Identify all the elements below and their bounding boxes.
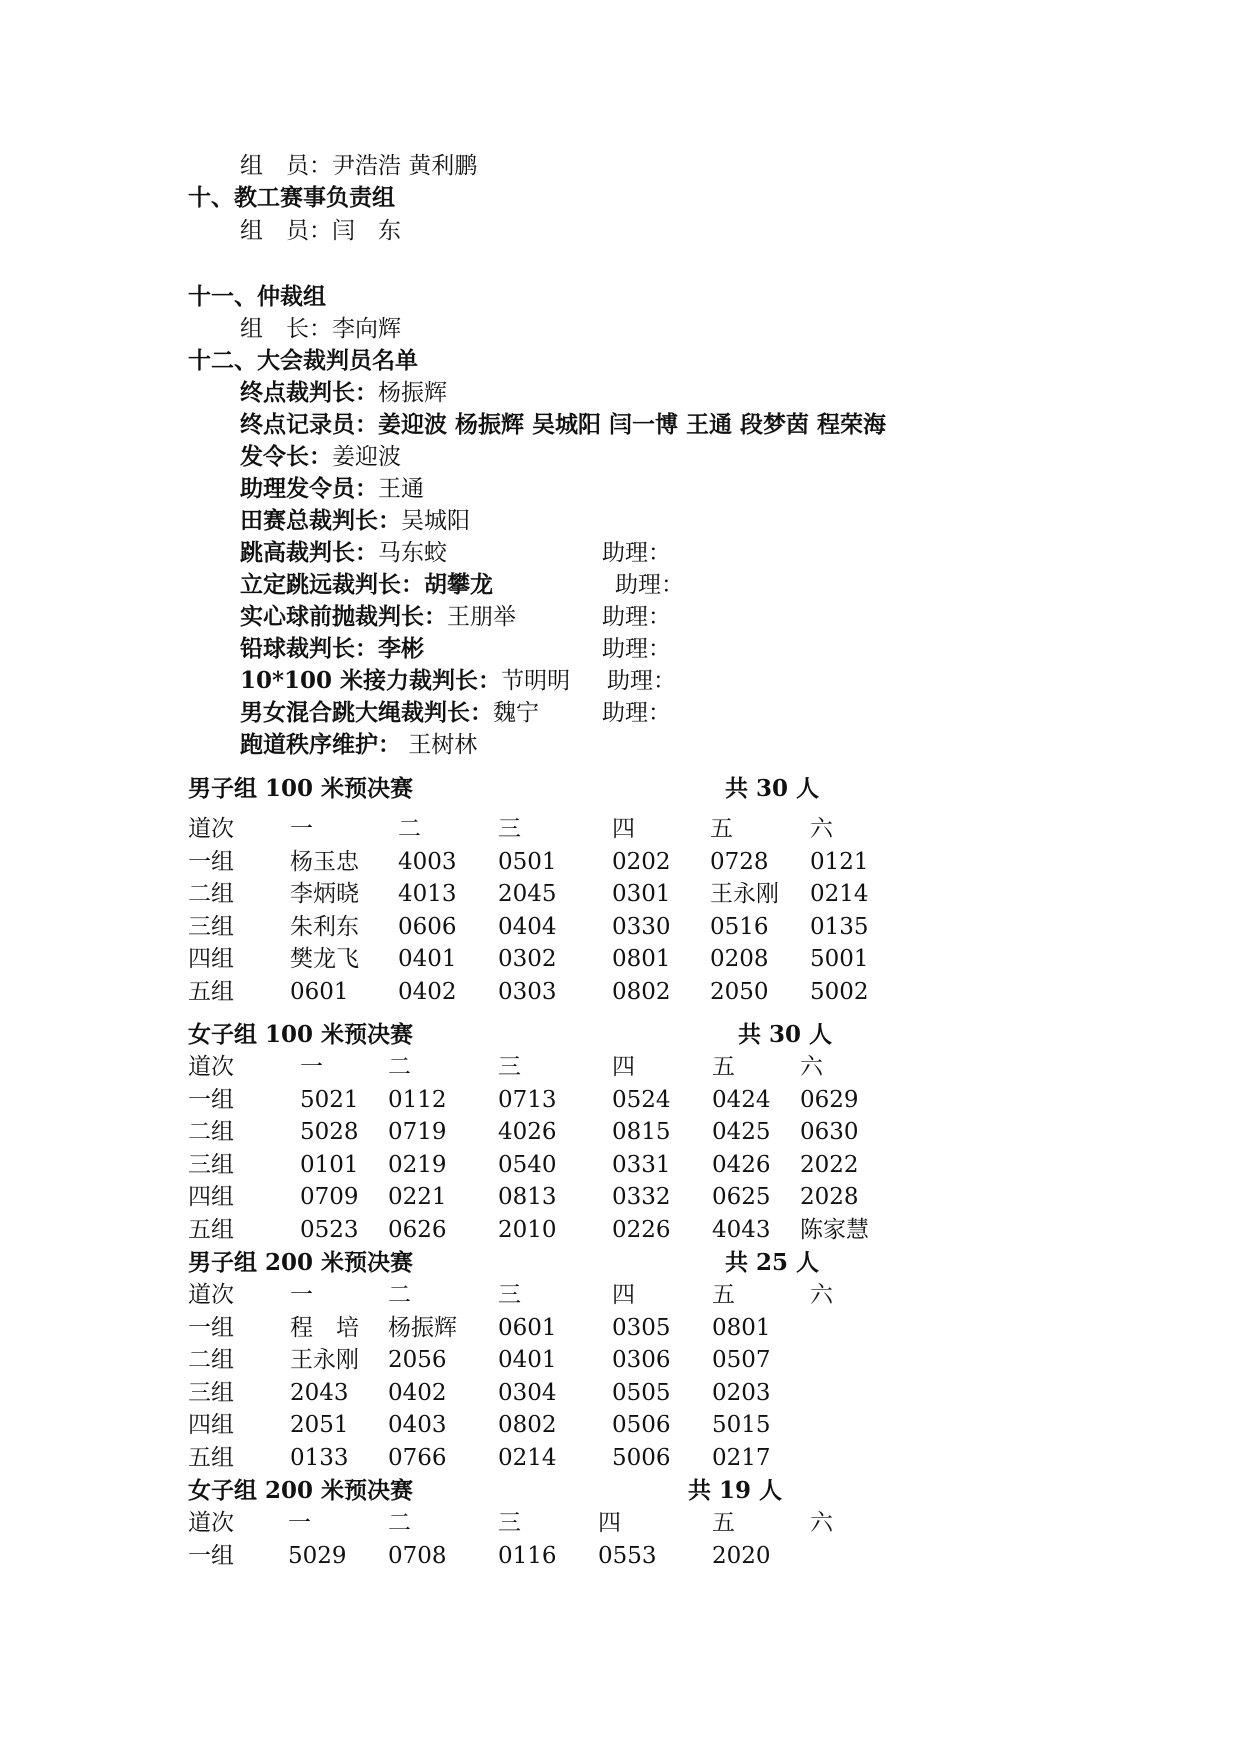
lane-entry: 0424	[712, 1086, 771, 1113]
assistant-label: 助理：	[607, 668, 676, 694]
table-header-cell: 三	[498, 1282, 521, 1308]
judge-line	[240, 634, 424, 664]
lane-entry: 0121	[810, 848, 869, 875]
lane-entry: 0709	[300, 1184, 359, 1210]
lane-entry: 0214	[498, 1444, 557, 1471]
table-title: 女子组 200 米预决赛	[188, 1477, 414, 1504]
judge-line	[240, 410, 886, 440]
judge-line	[240, 666, 570, 696]
table-header-cell: 二	[388, 1054, 411, 1080]
heat-label: 一组	[188, 1314, 234, 1341]
table-header-cell: 一	[290, 1282, 313, 1308]
lane-entry: 2043	[290, 1379, 349, 1406]
lane-entry: 0426	[712, 1151, 771, 1178]
table-header-cell: 六	[810, 1510, 833, 1536]
heat-label: 五组	[188, 1216, 234, 1243]
lane-entry: 0306	[612, 1347, 671, 1373]
judge-role: 田赛总裁判长：	[240, 507, 401, 534]
judge-name: 吴城阳	[401, 508, 470, 534]
lane-entry: 杨玉忠	[290, 848, 359, 875]
assistant-label: 助理：	[602, 540, 671, 566]
heat-label: 二组	[188, 1119, 234, 1145]
lane-entry: 0625	[712, 1184, 771, 1210]
judge-line	[240, 442, 401, 472]
heat-label: 一组	[188, 848, 234, 875]
lane-entry: 0330	[612, 913, 671, 940]
judge-role: 跳高裁判长：	[240, 539, 378, 566]
lane-entry: 0601	[290, 978, 349, 1005]
table-header-cell: 二	[388, 1282, 411, 1308]
lane-entry: 2056	[388, 1347, 447, 1373]
heat-label: 二组	[188, 1347, 234, 1373]
participant-count: 共 25 人	[725, 1249, 820, 1276]
lane-entry: 杨振辉	[388, 1314, 457, 1341]
judge-name: 魏宁	[493, 700, 539, 726]
lane-entry: 0516	[710, 913, 769, 940]
judge-role: 实心球前抛裁判长：	[240, 603, 447, 630]
judge-role: 10*100 米接力裁判长：	[240, 667, 502, 694]
lane-entry: 2050	[710, 978, 769, 1005]
lane-entry: 0208	[710, 946, 769, 972]
lane-entry: 2020	[712, 1542, 771, 1569]
heat-label: 五组	[188, 1444, 234, 1471]
judge-line	[240, 570, 493, 600]
lane-entry: 0404	[498, 913, 557, 940]
lane-entry: 0402	[388, 1379, 447, 1406]
judge-name: 王朋举	[447, 604, 516, 630]
lane-entry: 4003	[398, 848, 457, 875]
judge-role: 铅球裁判长：	[240, 635, 378, 662]
committee-member-line: 组 员：尹浩浩 黄利鹏	[240, 153, 478, 179]
lane-entry: 0713	[498, 1086, 557, 1113]
heat-label: 三组	[188, 1379, 234, 1406]
lane-entry: 0303	[498, 978, 557, 1005]
lane-entry: 5029	[288, 1542, 347, 1569]
table-header-cell: 六	[810, 816, 833, 842]
lane-entry: 2045	[498, 881, 557, 907]
lane-entry: 0304	[498, 1379, 557, 1406]
table-header-cell: 三	[498, 1054, 521, 1080]
lane-entry: 0219	[388, 1151, 447, 1178]
judge-name: 姜迎波	[332, 444, 401, 470]
participant-count: 共 19 人	[688, 1477, 783, 1504]
judge-role: 发令长：	[240, 443, 332, 470]
lane-entry: 0813	[498, 1184, 557, 1210]
judge-name: 王树林	[401, 732, 478, 758]
lane-entry: 5006	[612, 1444, 671, 1471]
judge-name: 王通	[378, 476, 424, 502]
table-title: 男子组 100 米预决赛	[188, 775, 414, 802]
judge-name: 姜迎波 杨振辉 吴城阳 闫一博 王通 段梦茵 程荣海	[378, 411, 887, 438]
lane-entry: 2051	[290, 1412, 349, 1438]
lane-entry: 0523	[300, 1216, 359, 1243]
heat-label: 三组	[188, 913, 234, 940]
lane-entry: 王永刚	[290, 1347, 359, 1373]
lane-entry: 朱利东	[290, 913, 359, 940]
lane-entry: 4013	[398, 881, 457, 907]
lane-entry: 0332	[612, 1184, 671, 1210]
table-header-cell: 道次	[188, 1510, 234, 1536]
judge-line	[240, 538, 447, 568]
judge-role: 跑道秩序维护：	[240, 731, 401, 758]
lane-entry: 0553	[598, 1542, 657, 1569]
judge-line	[240, 602, 516, 632]
lane-entry: 0524	[612, 1086, 671, 1113]
table-header-cell: 四	[598, 1510, 621, 1536]
lane-entry: 0719	[388, 1119, 447, 1145]
lane-entry: 程 培	[290, 1314, 359, 1341]
judge-role: 终点记录员：	[240, 411, 378, 438]
lane-entry: 2022	[800, 1151, 859, 1178]
section-heading-12: 十二、大会裁判员名单	[188, 347, 418, 374]
judge-line	[240, 378, 447, 408]
table-header-cell: 二	[398, 816, 421, 842]
judge-name: 李彬	[378, 635, 424, 662]
assistant-label: 助理：	[615, 572, 684, 598]
lane-entry: 0116	[498, 1542, 557, 1569]
lane-entry: 0217	[712, 1444, 771, 1471]
lane-entry: 0133	[290, 1444, 349, 1471]
table-header-cell: 三	[498, 1510, 521, 1536]
table-header-cell: 五	[712, 1054, 735, 1080]
table-header-cell: 一	[300, 1054, 323, 1080]
lane-entry: 0626	[388, 1216, 447, 1243]
lane-entry: 0112	[388, 1086, 447, 1113]
judge-line	[240, 474, 424, 504]
table-header-cell: 二	[388, 1510, 411, 1536]
lane-entry: 0226	[612, 1216, 671, 1243]
judge-role: 男女混合跳大绳裁判长：	[240, 699, 493, 726]
lane-entry: 0403	[388, 1412, 447, 1438]
lane-entry: 0728	[710, 848, 769, 875]
table-header-cell: 道次	[188, 816, 234, 842]
lane-entry: 5021	[300, 1086, 359, 1113]
table-header-cell: 五	[712, 1510, 735, 1536]
judge-line	[240, 698, 539, 728]
lane-entry: 0221	[388, 1184, 447, 1210]
lane-entry: 0766	[388, 1444, 447, 1471]
table-header-cell: 四	[612, 1054, 635, 1080]
table-header-cell: 四	[612, 1282, 635, 1308]
lane-entry: 5001	[810, 946, 869, 972]
table-header-cell: 一	[290, 816, 313, 842]
table-header-cell: 四	[612, 816, 635, 842]
heat-label: 一组	[188, 1542, 234, 1569]
table-header-cell: 道次	[188, 1054, 234, 1080]
section-heading-10: 十、教工赛事负责组	[188, 184, 395, 211]
assistant-label: 助理：	[602, 700, 671, 726]
lane-entry: 0135	[810, 913, 869, 940]
lane-entry: 0540	[498, 1151, 557, 1178]
lane-entry: 0601	[498, 1314, 557, 1341]
lane-entry: 陈家慧	[800, 1216, 869, 1243]
judge-name: 节明明	[501, 668, 571, 694]
table-header-cell: 一	[288, 1510, 311, 1536]
judge-name: 杨振辉	[378, 380, 447, 406]
judge-line	[240, 730, 477, 760]
lane-entry: 0101	[300, 1151, 359, 1178]
judge-name: 胡攀龙	[424, 571, 493, 598]
lane-entry: 0629	[800, 1086, 859, 1113]
lane-entry: 5028	[300, 1119, 359, 1145]
lane-entry: 李炳晓	[290, 881, 359, 907]
judge-line	[240, 506, 470, 536]
lane-entry: 0331	[612, 1151, 671, 1178]
lane-entry: 0214	[810, 881, 869, 907]
lane-entry: 0305	[612, 1314, 671, 1341]
judge-name: 马东蛟	[378, 540, 447, 566]
lane-entry: 0401	[498, 1347, 557, 1373]
lane-entry: 2028	[800, 1184, 859, 1210]
lane-entry: 樊龙飞	[290, 946, 359, 972]
judge-role: 助理发令员：	[240, 475, 378, 502]
lane-entry: 4043	[712, 1216, 771, 1243]
participant-count: 共 30 人	[738, 1021, 833, 1048]
lane-entry: 0507	[712, 1347, 771, 1373]
table-header-cell: 三	[498, 816, 521, 842]
lane-entry: 0425	[712, 1119, 771, 1145]
lane-entry: 0505	[612, 1379, 671, 1406]
heat-label: 三组	[188, 1151, 234, 1178]
table-header-cell: 五	[712, 1282, 735, 1308]
lane-entry: 0302	[498, 946, 557, 972]
table-header-cell: 五	[710, 816, 733, 842]
heat-label: 二组	[188, 881, 234, 907]
heat-label: 一组	[188, 1086, 234, 1113]
lane-entry: 0802	[612, 978, 671, 1005]
assistant-label: 助理：	[602, 604, 671, 630]
lane-entry: 0402	[398, 978, 457, 1005]
assistant-label: 助理：	[602, 636, 671, 662]
lane-entry: 0708	[388, 1542, 447, 1569]
heat-label: 四组	[188, 946, 234, 972]
lane-entry: 0606	[398, 913, 457, 940]
judge-role: 终点裁判长：	[240, 379, 378, 406]
participant-count: 共 30 人	[725, 775, 820, 802]
lane-entry: 0501	[498, 848, 557, 875]
lane-entry: 4026	[498, 1119, 557, 1145]
lane-entry: 5002	[810, 978, 869, 1005]
lane-entry: 0630	[800, 1119, 859, 1145]
lane-entry: 2010	[498, 1216, 557, 1243]
lane-entry: 0506	[612, 1412, 671, 1438]
lane-entry: 0801	[612, 946, 671, 972]
table-title: 男子组 200 米预决赛	[188, 1249, 414, 1276]
committee-member-line: 组 员：闫 东	[240, 218, 401, 244]
committee-leader-line: 组 长：李向辉	[240, 316, 401, 342]
lane-entry: 5015	[712, 1412, 771, 1438]
lane-entry: 0401	[398, 946, 457, 972]
section-heading-11: 十一、仲裁组	[188, 283, 326, 310]
table-header-cell: 道次	[188, 1282, 234, 1308]
lane-entry: 0203	[712, 1379, 771, 1406]
table-title: 女子组 100 米预决赛	[188, 1021, 414, 1048]
lane-entry: 0802	[498, 1412, 557, 1438]
table-header-cell: 六	[800, 1054, 823, 1080]
judge-role: 立定跳远裁判长：	[240, 571, 424, 598]
table-header-cell: 六	[810, 1282, 833, 1308]
heat-label: 五组	[188, 978, 234, 1005]
heat-label: 四组	[188, 1412, 234, 1438]
lane-entry: 0815	[612, 1119, 671, 1145]
lane-entry: 0801	[712, 1314, 771, 1341]
heat-label: 四组	[188, 1184, 234, 1210]
lane-entry: 0202	[612, 848, 671, 875]
lane-entry: 0301	[612, 881, 671, 907]
lane-entry: 王永刚	[710, 881, 779, 907]
